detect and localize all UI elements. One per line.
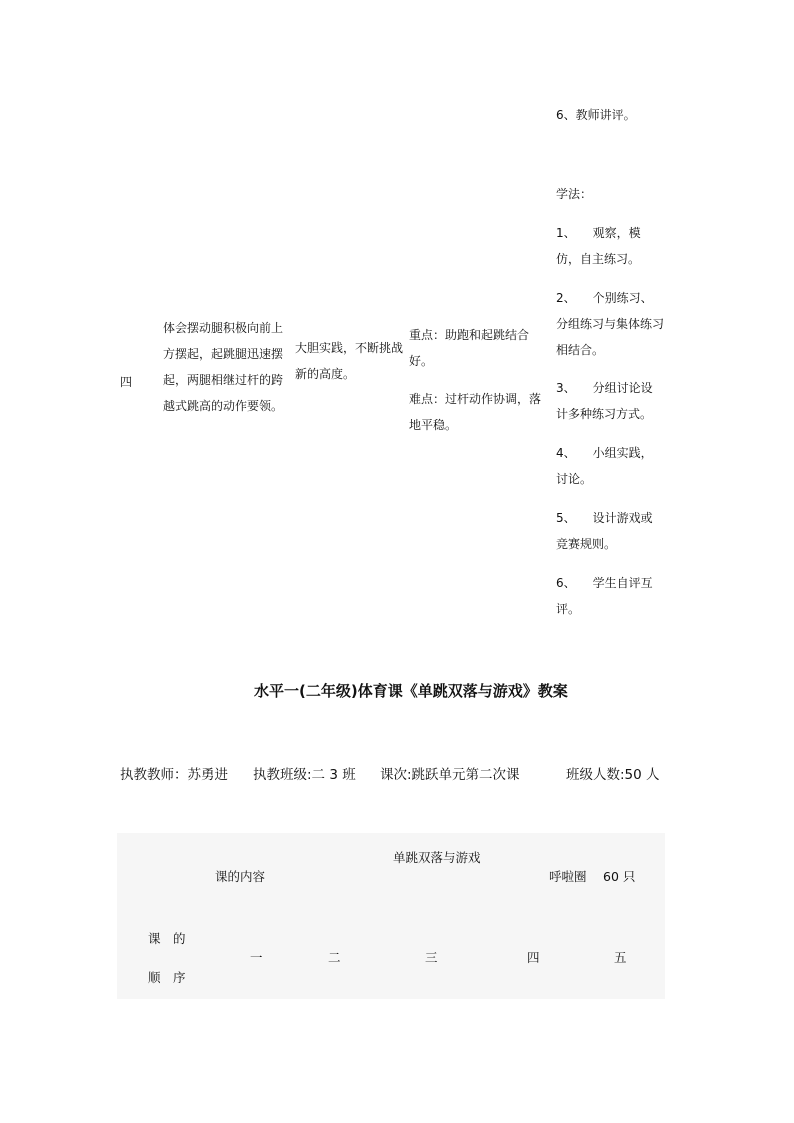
order-3: 三 (425, 950, 438, 965)
learning-method-heading: 学法： (556, 187, 593, 201)
order-5: 五 (614, 950, 627, 965)
order-label-line1: 课 的 (148, 931, 186, 946)
learning-method-list (556, 220, 664, 622)
page-title: 水平一(二年级)体育课《单跳双落与游戏》教案 (254, 682, 568, 700)
equipment-quantity: 60 只 (603, 869, 636, 884)
evaluation-text: 6、教师讲评。 (556, 108, 636, 122)
info-teacher: 执教教师：苏勇进 (120, 767, 228, 783)
info-session: 课次:跳跃单元第二次课 (380, 767, 520, 783)
method-item (556, 220, 664, 285)
row-order: 四 (120, 375, 133, 389)
method-text: 小组实践，讨论。 (556, 446, 653, 486)
method-num: 2、 (556, 291, 576, 305)
method-text: 观察，模仿，自主练习。 (556, 226, 641, 266)
content-label: 课的内容 (215, 869, 266, 884)
method-num: 3、 (556, 381, 576, 395)
order-2: 二 (328, 950, 341, 965)
row-key-point: 重点：助跑和起跳结合好。 (409, 328, 530, 368)
method-num: 1、 (556, 226, 576, 240)
method-item (556, 505, 664, 570)
method-item (556, 285, 664, 375)
lesson-table (117, 833, 665, 999)
content-value: 单跳双落与游戏 (393, 850, 481, 865)
row-difficulty: 难点：过杆动作协调，落地平稳。 (409, 392, 542, 432)
row-content: 体会摆动腿积极向前上方摆起，起跳腿迅速摆起，两腿相继过杆的跨越式跳高的动作要领。 (163, 321, 284, 413)
row-goal: 大胆实践，不断挑战新的高度。 (295, 341, 404, 381)
method-text: 分组讨论设计多种练习方式。 (556, 381, 653, 421)
method-num: 5、 (556, 511, 576, 525)
order-1: 一 (250, 950, 263, 965)
order-4: 四 (527, 950, 540, 965)
method-text: 学生自评互评。 (556, 576, 653, 616)
method-item (556, 570, 664, 622)
equipment-name: 呼啦圈 (549, 869, 587, 884)
info-class-size: 班级人数:50 人 (566, 767, 660, 783)
info-class: 执教班级:二 3 班 (253, 767, 356, 783)
method-text: 设计游戏或竞赛规则。 (556, 511, 653, 551)
method-text: 个别练习、分组练习与集体练习相结合。 (556, 291, 665, 357)
method-num: 6、 (556, 576, 576, 590)
method-item (556, 440, 664, 505)
order-label-line2: 顺 序 (148, 970, 186, 985)
method-num: 4、 (556, 446, 576, 460)
method-item (556, 375, 664, 440)
